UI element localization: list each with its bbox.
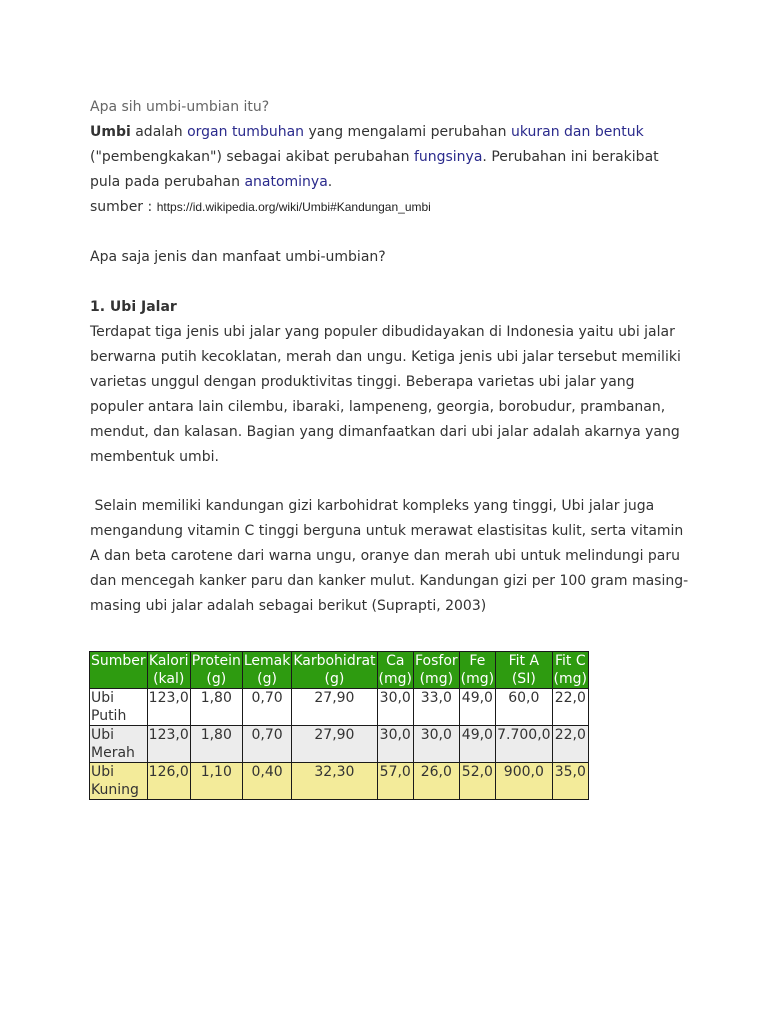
col-header-fit-c [552,652,588,689]
table-cell: 126,0 [147,763,190,800]
table-cell: 30,0 [377,689,413,726]
col-header-line: Fit A [508,653,540,669]
table-cell: 49,0 [459,689,495,726]
table-cell: 1,80 [190,689,242,726]
col-header-line: Karbohidrat [293,653,376,669]
col-header-line: (kal) [153,671,185,687]
table-cell: 0,40 [242,763,292,800]
col-header-ca [377,652,413,689]
nutrition-table [89,651,589,800]
col-header-kalori [147,652,190,689]
table-cell: 7.700,0 [496,726,552,763]
table-cell: 0,70 [242,689,292,726]
row-label-line: Ubi [91,727,115,743]
col-header-line: Protein [191,653,241,669]
question-2: Apa saja jenis dan manfaat umbi-umbian? [90,249,386,265]
row-label-line: Ubi [91,690,115,706]
source-url: https://id.wikipedia.org/wiki/Umbi#Kandungan_umbi [156,200,431,214]
table-cell: 30,0 [413,726,459,763]
col-header-fosfor [413,652,459,689]
table-cell: 27,90 [292,689,377,726]
col-header-line: Fit C [554,653,586,669]
col-header-line: (g) [324,671,345,687]
row-label-line: Merah [91,745,135,761]
table-cell: 60,0 [496,689,552,726]
definition-text: yang mengalami perubahan [304,124,511,140]
row-label-line: Ubi [91,764,115,780]
col-header-line: Ca [386,653,405,669]
table-cell: 26,0 [413,763,459,800]
row-label-line: Putih [91,708,127,724]
col-header-line: (SI) [511,671,536,687]
table-cell: 123,0 [147,726,190,763]
col-header-karbohidrat [292,652,377,689]
col-header-fit-a [496,652,552,689]
definition-paragraph [90,120,690,195]
table-cell: 27,90 [292,726,377,763]
col-header-line: Fe [469,653,486,669]
link-anatominya[interactable]: anatominya [244,174,328,190]
col-header-line: (mg) [553,671,587,687]
col-header-line: Fosfor [414,653,458,669]
row-label-line: Kuning [91,782,139,798]
table-header-row [90,652,589,689]
table-cell: 900,0 [496,763,552,800]
col-header-protein [190,652,242,689]
col-header-line: (mg) [419,671,454,687]
row-label [90,689,148,726]
table-cell: 32,30 [292,763,377,800]
col-header-line: (mg) [378,671,412,687]
definition-text: ("pembengkakan") sebagai akibat perubahan [90,149,414,165]
col-header-line: Sumber [91,653,146,669]
table-cell: 52,0 [459,763,495,800]
link-ukuran-dan-bentuk[interactable]: ukuran dan bentuk [510,124,644,140]
table-cell: 1,80 [190,726,242,763]
source-label: sumber : [90,199,157,215]
col-header-lemak [242,652,292,689]
section-paragraph-2: Selain memiliki kandungan gizi karbohidrat kompleks yang tinggi, Ubi jalar juga mengandung vitamin C tinggi berguna untuk merawat elastisitas kulit, serta vitamin A dan beta carotene dari warna ungu, oranye dan merah ubi untuk melindungi paru dan mencegah kanker paru dan kanker mulut. Kandungan gizi per 100 gram masing-masing ubi jalar adalah sebagai berikut (Suprapti, 2003) [90,498,689,614]
table-row [90,689,589,726]
source-line [90,195,690,220]
col-header-sumber [90,652,148,689]
col-header-line: (mg) [460,671,495,687]
row-label [90,726,148,763]
definition-text: . Perubahan ini berakibat pula pada perubahan [90,149,659,190]
table-cell: 33,0 [413,689,459,726]
col-header-fe [459,652,495,689]
table-cell: 22,0 [552,689,588,726]
col-header-line: Kalori [148,653,189,669]
table-cell: 30,0 [377,726,413,763]
link-organ-tumbuhan[interactable]: organ tumbuhan [187,124,305,140]
table-cell: 35,0 [552,763,588,800]
row-label [90,763,148,800]
definition-text: adalah [130,124,188,140]
table-cell: 49,0 [459,726,495,763]
col-header-line: (g) [257,671,277,687]
col-header-line: (g) [206,671,227,687]
section-paragraph-1: Terdapat tiga jenis ubi jalar yang populer dibudidayakan di Indonesia yaitu ubi jalar berwarna putih kecoklatan, merah dan ungu. Ketiga jenis ubi jalar tersebut memiliki varietas unggul dengan produktivitas tinggi. Beberapa varietas ubi jalar yang populer antara lain cilembu, ibaraki, lampeneng, georgia, borobudur, prambanan, mendut, dan kalasan. Bagian yang dimanfaatkan dari ubi jalar adalah akarnya yang membentuk umbi. [90,324,681,465]
link-fungsinya[interactable]: fungsinya [413,149,483,165]
definition-text: . [327,174,333,190]
definition-term: Umbi [90,124,131,140]
intro-question: Apa sih umbi-umbian itu? [90,99,270,115]
table-row [90,726,589,763]
table-cell: 57,0 [377,763,413,800]
section-heading: 1. Ubi Jalar [90,299,177,315]
table-cell: 123,0 [147,689,190,726]
table-cell: 0,70 [242,726,292,763]
col-header-line: Lemak [243,653,291,669]
table-cell: 1,10 [190,763,242,800]
table-cell: 22,0 [552,726,588,763]
table-row [90,763,589,800]
